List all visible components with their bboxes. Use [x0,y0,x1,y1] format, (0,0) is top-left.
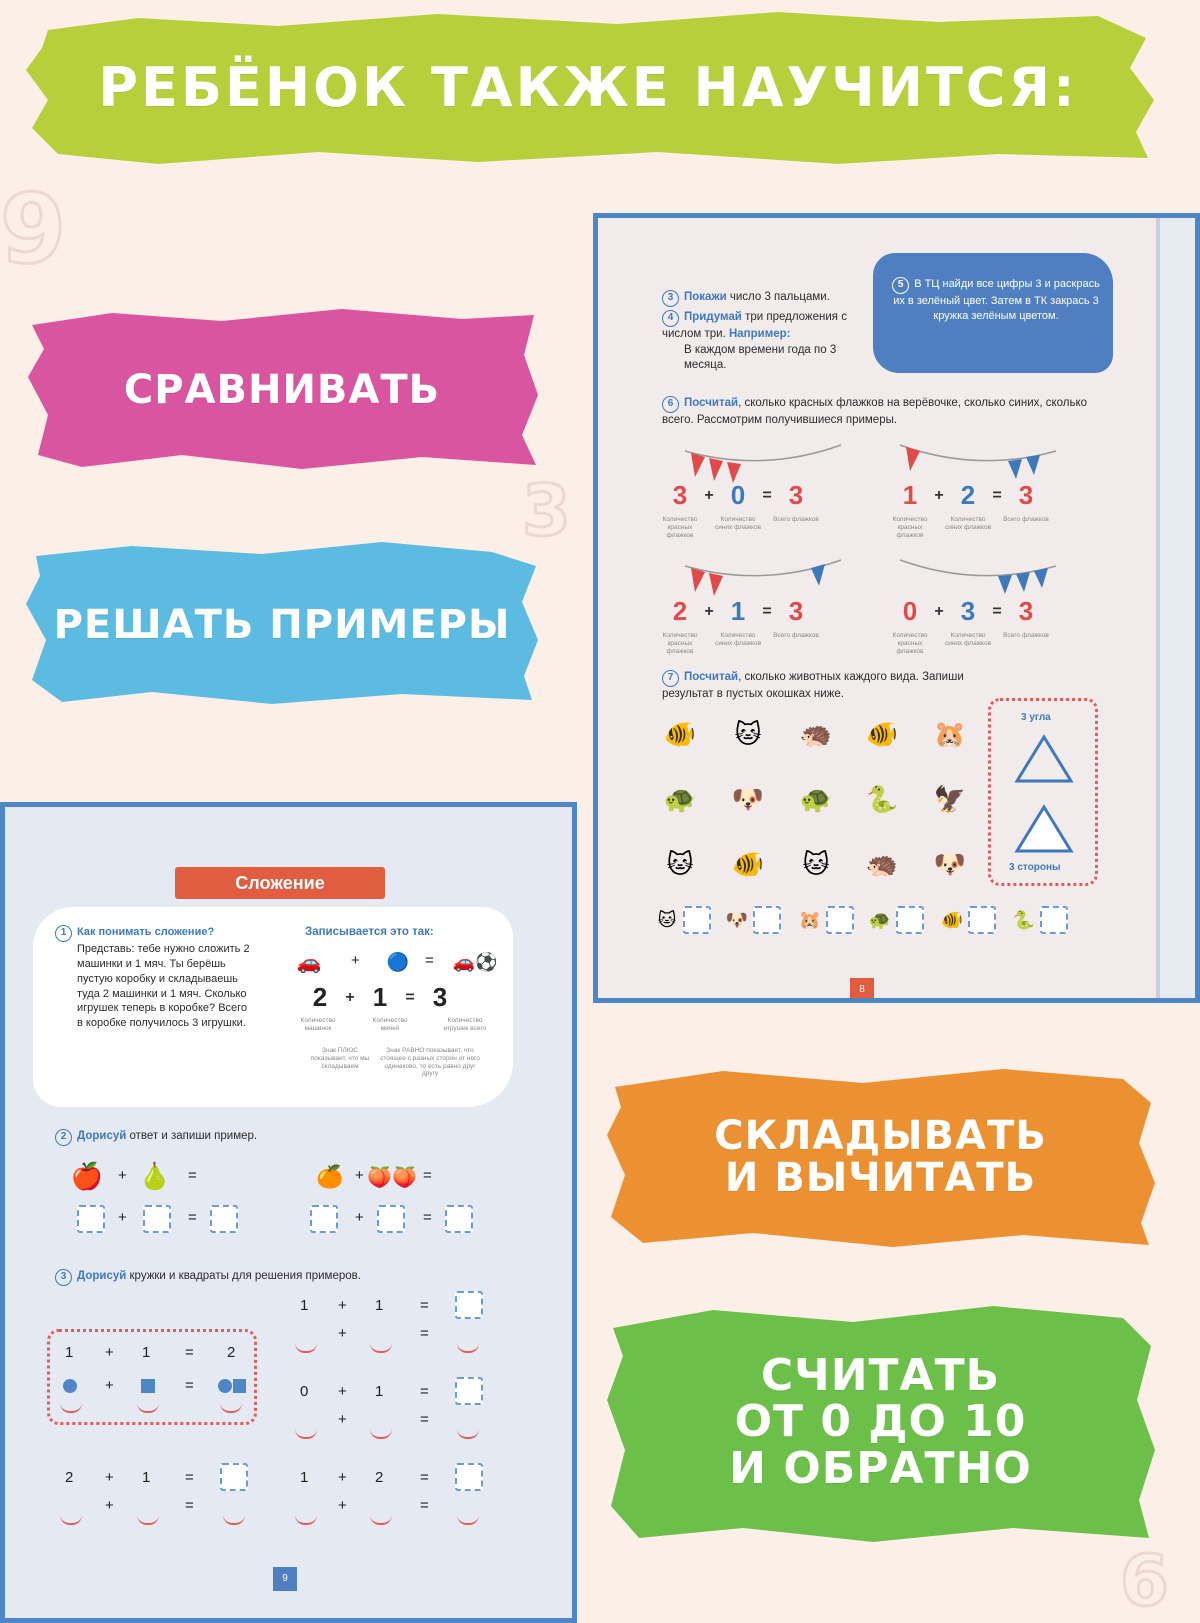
ex-d-shape-equals: = [420,1497,429,1514]
ex-b-smile-1 [295,1429,317,1439]
eq3-caption-blue: Количество синих флажков [714,632,762,647]
triangle-bottom-label: 3 стороны [1009,862,1061,873]
p9-task2 [55,1129,355,1146]
p8-task3-highlight: Покажи [684,291,727,303]
turtle-icon: 🐢 [799,785,833,815]
eq3-plus: + [704,603,714,620]
ex-a-smile-2 [370,1343,392,1353]
p8-task7-text: , сколько животных каждого вида. Запиши результат в пустых окошках ниже. [662,671,964,700]
fish-icon: 🐠 [731,850,765,880]
ex-a-equals: = [420,1297,429,1314]
ex-c-plus: + [105,1469,114,1486]
eq2-c: 3 [1018,480,1034,510]
p8-task4-text: три предложения с числом три. [662,311,847,340]
ex-d-smile-2 [370,1515,392,1525]
big-eq-b: 1 [372,982,388,1012]
eq2-b: 2 [960,480,976,510]
task2-right-box-2[interactable] [377,1205,405,1233]
eagle-icon: 🦅 [933,785,967,815]
ex-b-shape-equals: = [420,1411,429,1428]
ex-d-smile-3 [457,1515,479,1525]
p9-task1-highlight: Как понимать сложение? [77,926,215,938]
ex-a-2: 1 [375,1297,384,1314]
hedgehog-icon: 🦔 [799,720,833,750]
ex-a-smile-1 [295,1343,317,1353]
p8-task5-text: В ТЦ найди все цифры 3 и раскрась их в зелёный цвет. Затем в ТК закрась 3 кружка зелёным цветом. [893,278,1100,322]
ex-a-shape-plus: + [338,1325,347,1342]
eq1-b: 0 [730,480,746,510]
cars-and-ball-icon: 🚗⚽ [452,951,498,973]
ex-a-answer-box[interactable] [455,1291,483,1319]
dog-icon: 🐶 [725,909,749,931]
eq3-b: 1 [730,596,746,626]
task2-right-box-1[interactable] [310,1205,338,1233]
task2-right-equals: = [423,1167,432,1184]
ex-a-plus: + [338,1297,347,1314]
ex-c-smile-2 [137,1515,159,1525]
answer-box-dog[interactable] [753,906,781,934]
task2-right-box-plus: + [355,1209,364,1226]
ex-c-equals: = [185,1469,194,1486]
frame-plus: + [105,1344,114,1361]
dog-icon: 🐶 [731,785,765,815]
hamster-icon: 🐹 [798,909,822,931]
frame-equals: = [185,1344,194,1361]
ball-icon: 🔵 [386,951,410,973]
p8-eq4 [896,596,1040,628]
skill-count-text [603,1300,1158,1545]
p8-task6-text: , сколько красных флажков на верёвочке, сколько синих, сколько всего. Рассмотрим получившиеся примеры. [662,397,1088,426]
eq1-equals: = [762,487,772,504]
circle-icon [63,1379,77,1393]
p8-task3 [662,290,882,307]
orange-icon: 🍊 [316,1164,344,1190]
ex-c-2: 1 [142,1469,151,1486]
skill-solve-text: РЕШАТЬ ПРИМЕРЫ [53,602,511,648]
ex-a-shape-equals: = [420,1325,429,1342]
eq2-plus: + [934,487,944,504]
ex-a-1: 1 [300,1297,309,1314]
eq4-c: 3 [1018,596,1034,626]
peaches-icon: 🍑🍑 [367,1165,417,1189]
fish-icon: 🐠 [940,909,964,931]
p9-task2-highlight: Дорисуй [77,1130,127,1142]
p8-task6 [662,396,1102,429]
ex-a-smile-3 [457,1343,479,1353]
cap-toys: Количество игрушек всего [443,1017,487,1032]
eq1-caption-total: Всего флажков [773,516,819,523]
headline-banner [18,8,1158,168]
apple-icon: 🍎 [70,1162,104,1192]
answer-box-snake[interactable] [1040,906,1068,934]
ex-b-smile-3 [457,1429,479,1439]
ex-d-plus: + [338,1469,347,1486]
frame-shape-plus: + [105,1377,114,1394]
skill-compare-text: СРАВНИВАТЬ [123,367,441,413]
decorative-nine: 9 [0,175,67,285]
fish-icon: 🐠 [865,720,899,750]
p9-task3 [55,1269,455,1286]
decorative-three: 3 [522,470,571,552]
answer-box-fish[interactable] [968,906,996,934]
p9-task3-highlight: Дорисуй [77,1270,127,1282]
ex-b-smile-2 [370,1429,392,1439]
dog-icon: 🐶 [933,850,967,880]
ex-d-equals: = [420,1469,429,1486]
eq2-caption-total: Всего флажков [1003,516,1049,523]
p9-task3-number: 3 [55,1269,72,1286]
task2-left-box-3[interactable] [210,1205,238,1233]
eq1-c: 3 [788,480,804,510]
task2-right-plus: + [355,1167,364,1184]
skill-compare-banner [22,305,542,475]
task2-left-plus: + [118,1167,127,1184]
frame-a: 1 [65,1344,74,1361]
big-eq-equals: = [405,989,415,1006]
p8-task5-number: 5 [892,277,909,294]
p8-task4 [662,310,872,374]
p8-task7-number: 7 [662,670,679,687]
ex-d-smile-1 [295,1515,317,1525]
frame-shape-equals: = [185,1377,194,1394]
p8-task7-highlight: Посчитай [684,671,739,683]
circle-square-icon [218,1379,246,1393]
eq2-a: 1 [902,480,918,510]
frame-c: 2 [227,1344,236,1361]
skill-count-banner [603,1300,1158,1545]
p9-top-plus: + [351,952,360,969]
p8-task3-number: 3 [662,290,679,307]
p9-task2-number: 2 [55,1129,72,1146]
ex-b-shape-plus: + [338,1411,347,1428]
big-eq-plus: + [345,989,355,1006]
book-page-9 [0,802,577,1623]
eq1-plus: + [704,487,714,504]
skill-add-subtract-banner [603,1063,1158,1251]
skill-add-line2: И ВЫЧИТАТЬ [724,1155,1037,1201]
p9-task1-number: 1 [55,925,72,942]
ex-c-shape-equals: = [185,1497,194,1514]
cap-balls: Количество мячей [372,1017,408,1032]
p9-task1-text: Представь: тебе нужно сложить 2 машинки и 1 мяч. Ты берёшь пустую коробку и складываешь туда 2 машинки и 1 мяч. Сколько игрушек теперь в коробке? Всего в коробке получилось 3 игрушки. [77,943,250,1030]
task2-left-box-1[interactable] [77,1205,105,1233]
p9-task2-text: ответ и запиши пример. [126,1130,258,1142]
eq4-b: 3 [960,596,976,626]
triangle-angles-icon [1011,731,1077,787]
ex-c-answer-box[interactable] [220,1463,248,1491]
cat-icon: 🐱 [802,850,830,880]
book-page-8 [593,213,1200,1003]
answer-box-cat[interactable] [683,906,711,934]
cars-icon: 🚗 [296,950,322,974]
turtle-icon: 🐢 [663,785,697,815]
eq2-caption-red: Количество красных флажков [892,516,928,539]
skill-add-line1: СКЛАДЫВАТЬ [714,1113,1047,1159]
next-page-edge [1160,218,1200,998]
fish-icon: 🐠 [663,720,697,750]
p8-eq2 [896,480,1040,512]
eq4-a: 0 [902,596,918,626]
p9-big-eq [305,982,455,1014]
p8-task4-example: В каждом времени года по 3 месяца. [684,343,837,372]
eq4-caption-red: Количество красных флажков [892,632,928,655]
equal-note: Знак РАВНО показывает, что стоящее с разных сторон от него одинаково, то есть равно друг другу [380,1047,480,1078]
task2-left-equals: = [188,1167,197,1184]
skill-count-line1: СЧИТАТЬ [760,1350,1001,1402]
triangle-top-label: 3 угла [1021,712,1051,723]
ex-b-2: 1 [375,1383,384,1400]
skill-solve-banner [22,540,542,710]
eq2-caption-blue: Количество синих флажков [944,516,992,531]
p8-task6-highlight: Посчитай [684,397,739,409]
p8-task5-box [873,253,1113,373]
decorative-six: 6 [1120,1540,1169,1622]
p8-task6-number: 6 [662,396,679,413]
p8-task4-number: 4 [662,310,679,327]
task2-left-box-plus: + [118,1209,127,1226]
p9-task1 [55,925,255,1031]
task2-right-box-equals: = [423,1209,432,1226]
ex-b-answer-box[interactable] [455,1377,483,1405]
ex-d-1: 1 [300,1469,309,1486]
task2-right-box-3[interactable] [445,1205,473,1233]
cat-icon: 🐱 [657,909,677,931]
eq2-equals: = [992,487,1002,504]
big-eq-a: 2 [312,982,328,1012]
eq1-a: 3 [672,480,688,510]
task2-left-box-equals: = [188,1209,197,1226]
eq4-plus: + [934,603,944,620]
plus-note: Знак ПЛЮС показывает, что мы складываем [310,1047,370,1070]
skill-count-line2: ОТ 0 ДО 10 [734,1396,1027,1448]
eq3-a: 2 [672,596,688,626]
p8-task3-text: число 3 пальцами. [726,291,830,303]
eq4-caption-total: Всего флажков [1003,632,1049,639]
hedgehog-icon: 🦔 [865,850,899,880]
p8-eq1 [666,480,810,512]
cat-icon: 🐱 [734,720,762,750]
ex-b-equals: = [420,1383,429,1400]
eq1-caption-red: Количество красных флажков [662,516,698,539]
p9-written-as: Записывается это так: [305,926,434,938]
page-number-8: 8 [850,978,874,1002]
p8-task5 [891,277,1101,324]
answer-box-hamster[interactable] [826,906,854,934]
snake-icon: 🐍 [1012,909,1036,931]
snake-icon: 🐍 [865,785,899,815]
turtle-icon: 🐢 [868,909,892,931]
p8-task4-highlight: Придумай [684,311,742,323]
task2-left-box-2[interactable] [143,1205,171,1233]
page-number-9: 9 [273,1567,297,1591]
ex-d-answer-box[interactable] [455,1463,483,1491]
pear-icon: 🍐 [138,1162,172,1192]
cap-cars: Количество машинок [300,1017,336,1032]
p8-task7 [662,670,992,703]
answer-box-turtle[interactable] [896,906,924,934]
p9-top-equals: = [425,952,434,969]
ex-b-1: 0 [300,1383,309,1400]
ex-b-plus: + [338,1383,347,1400]
ex-d-shape-plus: + [338,1497,347,1514]
eq1-caption-blue: Количество синих флажков [714,516,762,531]
cat-icon: 🐱 [666,850,694,880]
big-eq-c: 3 [432,982,448,1012]
eq3-c: 3 [788,596,804,626]
eq3-caption-red: Количество красных флажков [662,632,698,655]
headline-text: РЕБЁНОК ТАКЖЕ НАУЧИТСЯ: [98,55,1078,119]
eq3-equals: = [762,603,772,620]
ex-c-1: 2 [65,1469,74,1486]
ex-c-smile-1 [60,1515,82,1525]
triangle-frame [988,698,1098,886]
frame-b: 1 [142,1344,151,1361]
ex-d-2: 2 [375,1469,384,1486]
eq4-equals: = [992,603,1002,620]
p9-title: Сложение [175,867,385,899]
skill-count-line3: И ОБРАТНО [729,1442,1032,1494]
p9-task3-text: кружки и квадраты для решения примеров. [126,1270,361,1282]
ex-c-smile-3 [223,1515,245,1525]
eq3-caption-total: Всего флажков [773,632,819,639]
hamster-icon: 🐹 [933,720,967,750]
eq4-caption-blue: Количество синих флажков [944,632,992,647]
triangle-sides-icon [1011,801,1077,857]
square-icon [141,1379,155,1393]
skill-add-subtract-text [603,1063,1158,1251]
ex-c-shape-plus: + [105,1497,114,1514]
p8-task4-example-label: Например: [728,328,791,340]
p8-eq3 [666,596,810,628]
